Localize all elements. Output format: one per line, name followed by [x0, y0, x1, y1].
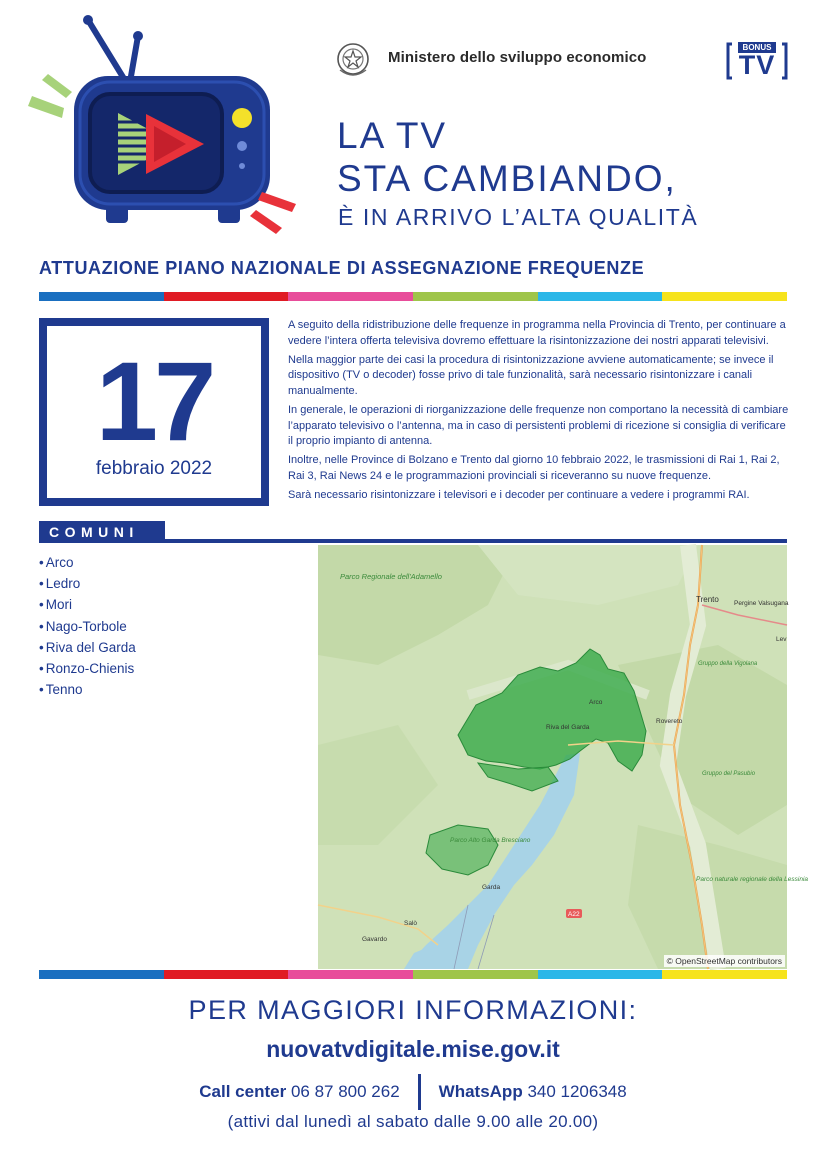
color-segment [662, 292, 787, 301]
map-label-parco-adamello: Parco Regionale dell'Adamello [340, 572, 442, 581]
bonus-tv-logo [726, 40, 788, 80]
color-segment [39, 292, 164, 301]
comune-item: • Nago-Torbole [39, 616, 136, 637]
comuni-title: COMUNI [39, 521, 165, 543]
color-segment [538, 292, 663, 301]
tv-illustration [14, 14, 304, 236]
color-segment [39, 970, 164, 979]
body-paragraph-3: In generale, le operazioni di riorganizzazione delle frequenze non comportano la necessità di cambiare l’apparato televisivo o l’antenna, ma in caso di persistenti problemi di ricezione si consiglia di verificare il proprio impianto di antenna. [288, 403, 789, 448]
comune-item: • Tenno [39, 679, 136, 700]
color-segment [164, 292, 289, 301]
contacts-row [0, 1074, 826, 1110]
map-label-vigolana: Gruppo della Vigolana [698, 661, 758, 667]
map-label-levico: Lev [776, 636, 787, 643]
body-paragraph-2: Nella maggior parte dei casi la procedura di risintonizzazione avviene automaticamente; se invece il dispositivo (TV o decoder) fosse privo di tale funzionalità, sarà necessario risintonizzare i canali manualmente. [288, 353, 774, 397]
map-label-arco: Arco [589, 699, 603, 706]
body-paragraph-1: A seguito della ridistribuzione delle frequenze in programma nella Provincia di Trento, per continuare a vedere l’intera offerta televisiva dovremo effettuare la risintonizzazione dei nostri apparati televisivi. [288, 319, 786, 347]
comune-item: • Ronzo-Chienis [39, 658, 136, 679]
comune-item: • Arco [39, 552, 136, 573]
map-label-garda: Garda [482, 884, 501, 891]
comune-item: • Mori [39, 594, 136, 615]
service-hours: (attivi dal lunedì al sabato dalle 9.00 alle 20.00) [227, 1112, 599, 1131]
bonus-logo-small-text: BONUS [742, 43, 772, 52]
italian-republic-emblem-icon [336, 40, 370, 78]
body-paragraph-4: Inoltre, nelle Province di Bolzano e Trento dal giorno 10 febbraio 2022, le trasmissioni di Rai 1, Rai 2, Rai 3, Rai News 24 e le programmazioni provinciali si riceveranno su nuove frequenze. [288, 454, 780, 482]
map-label-salo: Salò [404, 920, 418, 927]
date-box [39, 318, 269, 506]
info-title: PER MAGGIORI INFORMAZIONI: [188, 995, 638, 1025]
color-segment [538, 970, 663, 979]
map-attribution: © OpenStreetMap contributors [664, 955, 785, 967]
call-center-number: 06 87 800 262 [290, 1082, 400, 1101]
comune-item: • Riva del Garda [39, 637, 136, 658]
map-label-rovereto: Rovereto [656, 718, 683, 725]
comuni-list [39, 552, 136, 700]
comune-item: • Ledro [39, 573, 136, 594]
color-segment [164, 970, 289, 979]
color-bar-bottom [39, 970, 787, 979]
color-segment [288, 970, 413, 979]
date-day: 17 [95, 339, 213, 464]
map-label-pergine: Pergine Valsugana [734, 600, 789, 607]
headline-line-3: È IN ARRIVO L’ALTA QUALITÀ [338, 204, 699, 230]
headline-line-1: LA TV [337, 115, 448, 156]
ministry-name: Ministero dello sviluppo economico [388, 49, 647, 66]
map-drawing [318, 545, 809, 969]
color-segment [413, 292, 538, 301]
color-bar-top [39, 292, 787, 301]
area-map [318, 545, 809, 969]
plan-title: ATTUAZIONE PIANO NAZIONALE DI ASSEGNAZIONE FREQUENZE [39, 258, 645, 278]
map-label-riva: Riva del Garda [546, 724, 590, 731]
call-center-label: Call center [199, 1082, 287, 1101]
color-segment [288, 292, 413, 301]
contact-divider [418, 1074, 421, 1110]
color-segment [662, 970, 787, 979]
whatsapp-number: 340 1206348 [527, 1082, 627, 1101]
bonus-logo-big-text: TV [738, 50, 776, 80]
map-label-trento: Trento [696, 595, 719, 604]
map-label-a22: A22 [568, 911, 580, 918]
color-segment [413, 970, 538, 979]
map-label-parco-garda: Parco Alto Garda Bresciano [450, 837, 531, 844]
whatsapp[interactable] [439, 1082, 627, 1102]
date-month-year: febbraio 2022 [95, 458, 213, 479]
map-label-lessinia: Parco naturale regionale della Lessinia [696, 876, 809, 883]
body-text [288, 318, 790, 507]
map-label-gavardo: Gavardo [362, 936, 387, 943]
map-label-pasubio: Gruppo del Pasubio [702, 771, 756, 777]
whatsapp-label: WhatsApp [438, 1082, 523, 1101]
info-url-link[interactable]: nuovatvdigitale.mise.gov.it [266, 1036, 560, 1062]
headline-line-2: STA CAMBIANDO, [337, 158, 677, 199]
call-center[interactable] [199, 1082, 399, 1102]
body-paragraph-5: Sarà necessario risintonizzare i televisori e i decoder per continuare a vedere i programmi RAI. [288, 488, 750, 501]
